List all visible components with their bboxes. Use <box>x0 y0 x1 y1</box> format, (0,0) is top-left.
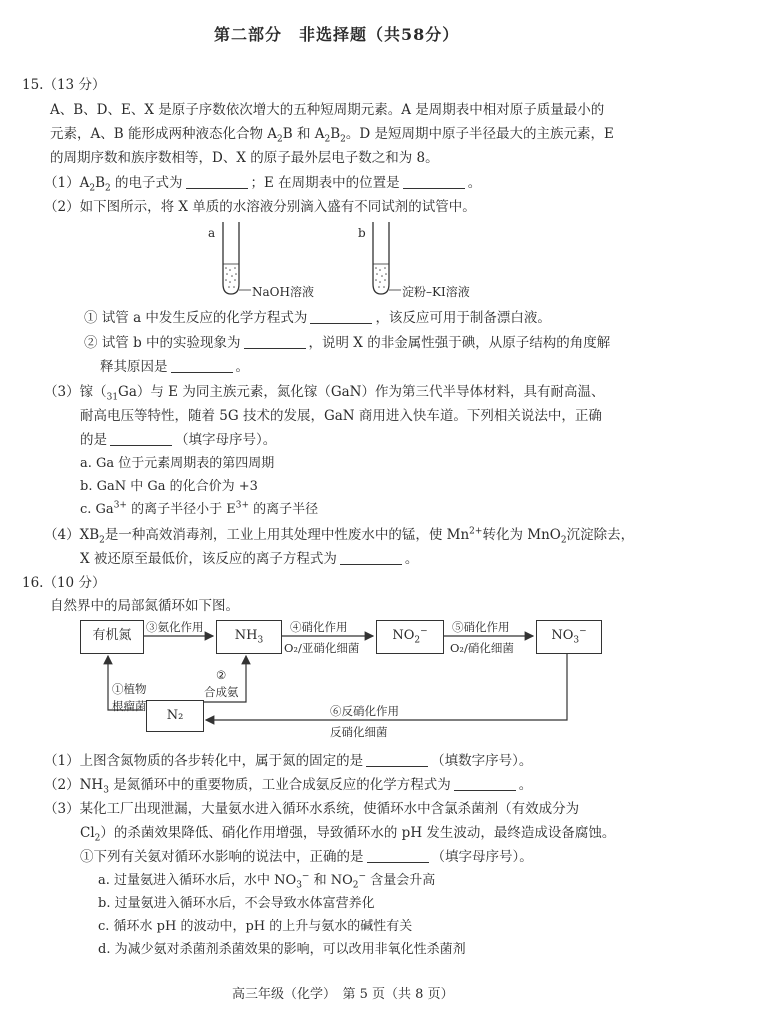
q16-part2: $(2)NH_3$ 是氮循环中的重要物质，工业合成氨反应的化学方程式为 。 <box>44 777 533 796</box>
q15-part2-sub1: ① 试管 a 中发生反应的化学方程式为 ，该反应可用于制备漂白液。 <box>84 310 551 326</box>
q15-part2: （2）如下图所示，将 X 单质的水溶液分别滴入盛有不同试剂的试管中。 <box>44 199 476 215</box>
q16-option-b: b. 过量氨进入循环水后，不会导致水体富营养化 <box>98 896 375 911</box>
section-title: 第二部分 非选择题（共58分） <box>214 25 460 44</box>
node-organic-nitrogen: 有机氮 <box>80 620 144 654</box>
q16-part3-line1: （3）某化工厂出现泄漏，大量氨水进入循环水系统，使循环水中含氯杀菌剂（有效成分为 <box>44 801 580 817</box>
q16-intro: 自然界中的局部氮循环如下图。 <box>50 598 239 614</box>
q15-option-c: c. $Ga^{3+}$ 的离子半径小于 $E^{3+}$ 的离子半径 <box>80 500 319 517</box>
arrow-label-6: ⑥反硝化作用 <box>330 704 399 718</box>
answer-blank[interactable] <box>244 335 306 349</box>
node-nh3: $NH_3$ <box>216 620 282 654</box>
tube-a-letter: a <box>208 226 216 240</box>
arrow-label-4-condition: O₂/亚硝化细菌 <box>284 641 360 655</box>
q16-part1: （1）上图含氮物质的各步转化中，属于氮的固定的是 （填数字序号）。 <box>44 753 533 769</box>
tube-a-reagent: NaOH溶液 <box>252 285 314 299</box>
q15-option-b: b. GaN 中 Ga 的化合价为 +3 <box>80 479 258 494</box>
answer-blank[interactable] <box>171 359 233 373</box>
arrow-label-6-condition: 反硝化细菌 <box>330 725 388 739</box>
arrow-label-2a: ② <box>216 668 227 682</box>
answer-blank[interactable] <box>367 849 429 863</box>
node-no3: $NO_3^-$ <box>536 620 602 654</box>
arrow-label-1b: 根瘤菌 <box>112 699 147 713</box>
arrow-label-1a: ①植物 <box>112 682 147 696</box>
q15-part3-line3: 的是 （填字母序号）。 <box>80 432 277 448</box>
tube-b-reagent: 淀粉–KI溶液 <box>402 285 470 299</box>
q15-part3-line1: （3）镓$(_{31}Ga)$与 E 为同主族元素，氮化镓（GaN）作为第三代半导体材料，具有耐高温、 <box>44 384 605 403</box>
q16-option-c: c. 循环水 pH 的波动中，pH 的上升与氨水的碱性有关 <box>98 919 413 934</box>
q16-option-d: d. 为减少氨对杀菌剂杀菌效果的影响，可以改用非氧化性杀菌剂 <box>98 942 466 957</box>
node-n2: N₂ <box>146 700 204 732</box>
q15-part1: $(1)A_2B_2$ 的电子式为 ；E 在周期表中的位置是 。 <box>44 175 482 194</box>
q16-part3-line2: $Cl_2$）的杀菌效果降低、硝化作用增强，导致循环水的 pH 发生波动，最终造成设备腐蚀。 <box>80 825 616 844</box>
q15-part3-line2: 耐高电压等特性，随着 5G 技术的发展，GaN 商用进入快车道。下列相关说法中，正确 <box>80 408 602 424</box>
arrow-label-3: ③氨化作用 <box>146 620 204 634</box>
answer-blank[interactable] <box>403 175 465 189</box>
answer-blank[interactable] <box>454 777 516 791</box>
arrow-label-5-condition: O₂/硝化细菌 <box>450 641 514 655</box>
q16-option-a: a. 过量氨进入循环水后，水中 $NO_3^-$ 和 $NO_2^-$ 含量会升高 <box>98 871 436 891</box>
arrow-label-4: ④硝化作用 <box>290 620 348 634</box>
page-footer: 高三年级（化学） 第 5 页（共 8 页） <box>232 987 454 1002</box>
q15-part4-line2: X 被还原至最低价，该反应的离子方程式为 。 <box>80 551 419 567</box>
q15-part2-sub2-cont: 释其原因是 。 <box>100 359 249 375</box>
q16-part3-sub1: ①下列有关氨对循环水影响的说法中，正确的是 （填字母序号）。 <box>80 849 533 865</box>
answer-blank[interactable] <box>366 753 428 767</box>
answer-blank[interactable] <box>340 551 402 565</box>
answer-blank[interactable] <box>110 432 172 446</box>
arrow-label-2b: 合成氨 <box>204 685 239 699</box>
q15-intro-line3: 的周期序数和族序数相等，D、X 的原子最外层电子数之和为 8。 <box>50 150 439 166</box>
tube-b-letter: b <box>358 226 366 240</box>
q15-part4-line1: $(4)XB_2$是一种高效消毒剂，工业上用其处理中性废水中的锰，使 $Mn^{2+}$转化为 MnO$_2$沉淀除去， <box>44 526 635 546</box>
q15-intro-line1: A、B、D、E、X 是原子序数依次增大的五种短周期元素。A 是周期表中相对原子质量最小的 <box>50 102 605 118</box>
q15-intro-line2: 元素，A、B 能形成两种液态化合物 $A_2B$ 和 $A_2B_2$。D 是短周期中原子半径最大的主族元素，E <box>50 126 614 145</box>
arrow-label-5: ⑤硝化作用 <box>452 620 510 634</box>
answer-blank[interactable] <box>186 175 248 189</box>
q15-heading: 15.（13 分） <box>22 77 106 93</box>
q15-option-a: a. Ga 位于元素周期表的第四周期 <box>80 456 275 471</box>
q15-part2-sub2: ② 试管 b 中的实验现象为 ，说明 X 的非金属性强于碘，从原子结构的角度解 <box>84 335 611 351</box>
answer-blank[interactable] <box>310 310 372 324</box>
node-no2: $NO_2^-$ <box>376 620 444 654</box>
q16-heading: 16.（10 分） <box>22 575 106 591</box>
